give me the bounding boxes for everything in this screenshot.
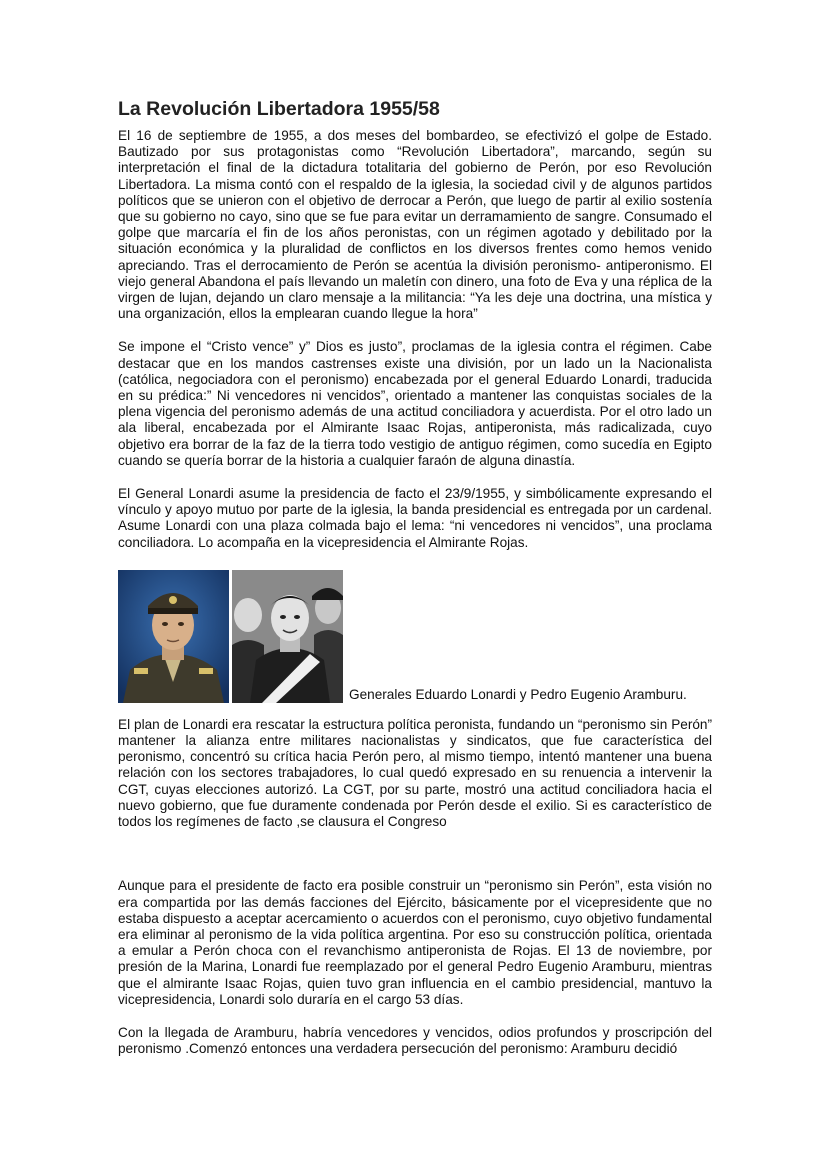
photo-caption: Generales Eduardo Lonardi y Pedro Eugenio Aramburu. bbox=[349, 686, 687, 702]
paragraph-1: El 16 de septiembre de 1955, a dos meses del bombardeo, se efectivizó el golpe de Estado. Bautizado por sus protagonistas como “Revolución Libertadora”, marcando, según su interpretación el final de la dictadura totalitaria del gobierno de Perón, por eso Revolución Libertadora. La misma contó con el respaldo de la iglesia, la sociedad civil y de algunos partidos políticos que se unieron con el objetivo de derrocar a Perón, que luego de partir al exilio sostenía que su gobierno no cayo, sino que se fue para evitar un derramamiento de sangre. Consumado el golpe que marcaría el fin de los años peronistas, con un régimen agotado y debilitado por la situación económica y la pluralidad de conflictos en los diversos frentes como hemos venido apreciando. Tras el derrocamiento de Perón se acentúa la división peronismo- antiperonismo. El viejo general Abandona el país llevando un maletín con dinero, una foto de Eva y una réplica de la virgen de lujan, dejando un claro mensaje a la militancia: “Ya les deje una doctrina, una mística y una organización, ellos la emplearan cuando llegue la hora” bbox=[118, 128, 712, 322]
paragraph-3: El General Lonardi asume la presidencia de facto el 23/9/1955, y simbólicamente expresando el vínculo y apoyo mutuo por parte de la iglesia, la banda presidencial es entregada por un cardenal. Asume Lonardi con una plaza colmada bajo el lema: “ni vencedores ni vencidos”, una proclama conciliadora. Lo acompaña en la vicepresidencia el Almirante Rojas. bbox=[118, 486, 712, 550]
document-page bbox=[118, 96, 712, 1057]
document-title: La Revolución Libertadora 1955/58 bbox=[118, 98, 440, 120]
paragraph-2: Se impone el “Cristo vence” y” Dios es justo”, proclamas de la iglesia contra el régimen. Cabe destacar que en los mandos castrenses existe una división, por un lado un la Nacionalista (católica, negociadora con el peronismo) encabezada por el general Eduardo Lonardi, traducida en su prédica:” Ni vencedores ni vencidos”, orientado a mantener las conquistas sociales de la plena vigencia del peronismo además de una actitud conciliadora y acuerdista. Por el otro lado un ala liberal, encabezada por el Almirante Isaac Rojas, antiperonista, más radicalizada, cuyo objetivo era borrar de la faz de la tierra todo vestigio de antiguo régimen, como sucedía en Egipto cuando se quería borrar de la historia a cualquier faraón de alguna dinastía. bbox=[118, 339, 712, 468]
paragraph-5: Aunque para el presidente de facto era posible construir un “peronismo sin Perón”, esta visión no era compartida por las demás facciones del Ejército, básicamente por el vicepresidente que no estaba dispuesto a aceptar acercamiento o acuerdos con el peronismo, cuyo objetivo fundamental era eliminar al peronismo de la vida política argentina. Por eso su construcción política, orientada a emular a Perón choca con el revanchismo antiperonista de Rojas. El 13 de noviembre, por presión de la Marina, Lonardi fue reemplazado por el general Pedro Eugenio Aramburu, mientras que el almirante Isaac Rojas, quien tuvo gran influencia en el cambio presidencial, mantuvo la vicepresidencia, Lonardi solo duraría en el cargo 53 días. bbox=[118, 878, 712, 1007]
paragraph-6: Con la llegada de Aramburu, habría vencedores y vencidos, odios profundos y proscripción del peronismo .Comenzó entonces una verdadera persecución del peronismo: Aramburu decidió bbox=[118, 1024, 712, 1057]
photo-row bbox=[118, 570, 712, 703]
paragraph-4: El plan de Lonardi era rescatar la estructura política peronista, fundando un “peronismo sin Perón” mantener la alianza entre militares nacionalistas y sindicatos, que fue característica del peronismo, concentró su crítica hacia Perón pero, al mismo tiempo, intentó mantener una buena relación con los sectores trabajadores, lo cual quedó expresado en su renuencia a intervenir la CGT, cuyas elecciones autorizó. La CGT, por su parte, mostró una actitud conciliadora hacia el nuevo gobierno, que fue duramente condenada por Perón desde el exilio. Si es característico de todos los regímenes de facto ,se clausura el Congreso bbox=[118, 716, 712, 830]
photo-lonardi bbox=[118, 570, 229, 703]
photo-aramburu bbox=[232, 570, 343, 703]
